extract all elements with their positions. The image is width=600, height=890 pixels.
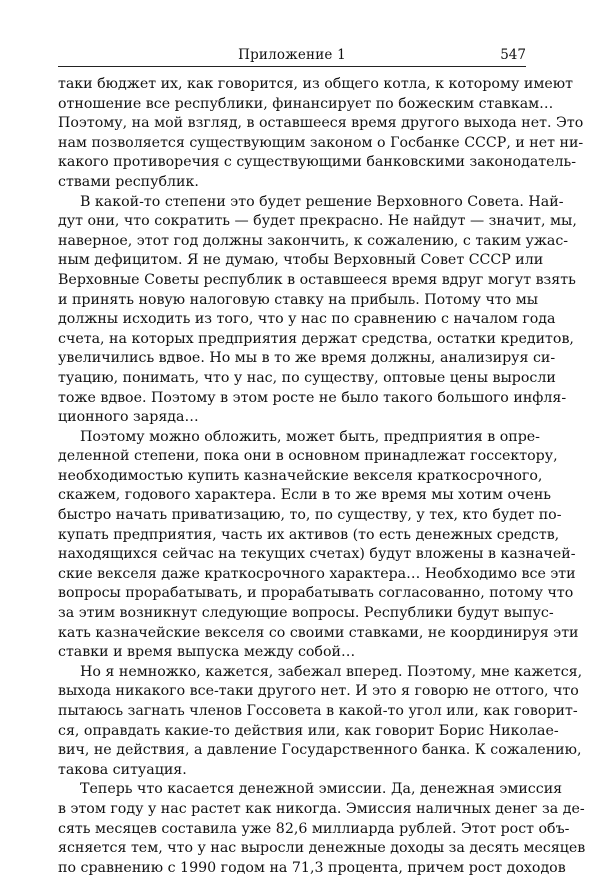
paragraph [58, 780, 586, 878]
text-line: ставки и время выпуска между собой… [58, 644, 356, 661]
text-line: тоже вдвое. Поэтому в этом росте не было такого большого инфля- [58, 389, 567, 406]
text-line: увеличились вдвое. Но мы в то же время должны, анализируя си- [58, 350, 556, 367]
text-line: вопросы прорабатывать, и прорабатывать согласованно, потому что [58, 585, 574, 602]
text-line: необходимостью купить казначейские векселя краткосрочного, [58, 467, 543, 484]
text-line: сять месяцев составила уже 82,6 миллиарда рублей. Этот рост объ- [58, 820, 570, 837]
text-line: должны исходить из того, что у нас по сравнению с началом года [58, 311, 556, 328]
paragraph [58, 75, 584, 193]
running-title: Приложение 1 [238, 47, 346, 63]
text-line: находящихся сейчас на текущих счетах) будут вложены в казначей- [58, 546, 576, 563]
text-line: В какой-то степени это будет решение Верховного Совета. Най- [80, 193, 564, 210]
text-line: Но я немножко, кажется, забежал вперед. Поэтому, мне кажется, [80, 663, 583, 680]
text-line: какого противоречия с существующими банковскими законодатель- [58, 154, 577, 171]
text-line: Теперь что касается денежной эмиссии. Да, денежная эмиссия [80, 781, 563, 798]
paragraph [58, 428, 579, 663]
text-line: ствами республик. [58, 173, 199, 190]
text-line: отношение все республики, финансирует по божеским ставкам… [58, 95, 554, 112]
text-line: нам позволяется существующим законом о Госбанке СССР, и нет ни- [58, 134, 584, 151]
text-line: Верховные Советы республик в оставшееся время вдруг могут взять [58, 271, 576, 288]
text-line: пытаюсь загнать членов Госсовета в какой-то угол или, как говорит- [58, 703, 578, 719]
text-line: ным дефицитом. Я не думаю, чтобы Верховный Совет СССР или [58, 252, 544, 269]
text-line: наверное, этот год должны закончить, к сожалению, с таким ужас- [58, 232, 569, 249]
paragraph [58, 193, 577, 428]
text-line: такова ситуация. [58, 761, 187, 778]
text-line: ские векселя даже краткосрочного характера… Необходимо все эти [58, 565, 576, 582]
text-line: ционного заряда… [58, 409, 199, 426]
text-line: туацию, понимать, что у нас, по существу, оптовые цены выросли [58, 369, 556, 386]
running-header [58, 44, 526, 67]
text-line: за этим возникнут следующие вопросы. Республики будут выпус- [58, 605, 554, 622]
text-line: вич, не действия, а давление Государственного банка. К сожалению, [58, 742, 582, 759]
text-line: счета, на которых предприятия держат средства, остатки кредитов, [58, 330, 574, 347]
text-line: выхода никакого все-таки другого нет. И это я говорю не оттого, что [58, 683, 579, 700]
text-line: ясняется тем, что у нас выросли денежные доходы за десять месяцев [58, 840, 586, 857]
text-line: ся, оправдать какие-то действия или, как говорит Борис Николае- [58, 722, 559, 739]
text-line: дут они, что сократить — будет прекрасно. Не найдут — значит, мы, [58, 213, 577, 230]
text-line: быстро начать приватизацию, то, по существу, у тех, кто будет по- [58, 507, 562, 524]
page-number: 547 [500, 47, 526, 63]
text-line: по сравнению с 1990 годом на 71,3 процента, причем рост доходов [58, 859, 566, 876]
text-line: деленной степени, пока они в основном принадлежат госсектору, [58, 448, 558, 465]
text-line: в этом году у нас растет как никогда. Эмиссия наличных денег за де- [58, 800, 585, 817]
book-page [58, 44, 586, 878]
paragraph [58, 663, 583, 781]
text-line: таки бюджет их, как говорится, из общего котла, к которому имеют [58, 76, 573, 92]
text-line: кать казначейские векселя со своими ставками, не координируя эти [58, 624, 579, 641]
body-text [58, 75, 586, 878]
text-line: купать предприятия, часть их активов (то есть денежных средств, [58, 526, 560, 543]
text-line: Поэтому, на мой взгляд, в оставшееся время другого выхода нет. Это [58, 115, 584, 132]
text-line: Поэтому можно обложить, может быть, предприятия в опре- [80, 428, 540, 445]
text-line: и принять новую налоговую ставку на прибыль. Потому что мы [58, 291, 539, 308]
text-line: скажем, годового характера. Если в то же время мы хотим очень [58, 487, 552, 504]
